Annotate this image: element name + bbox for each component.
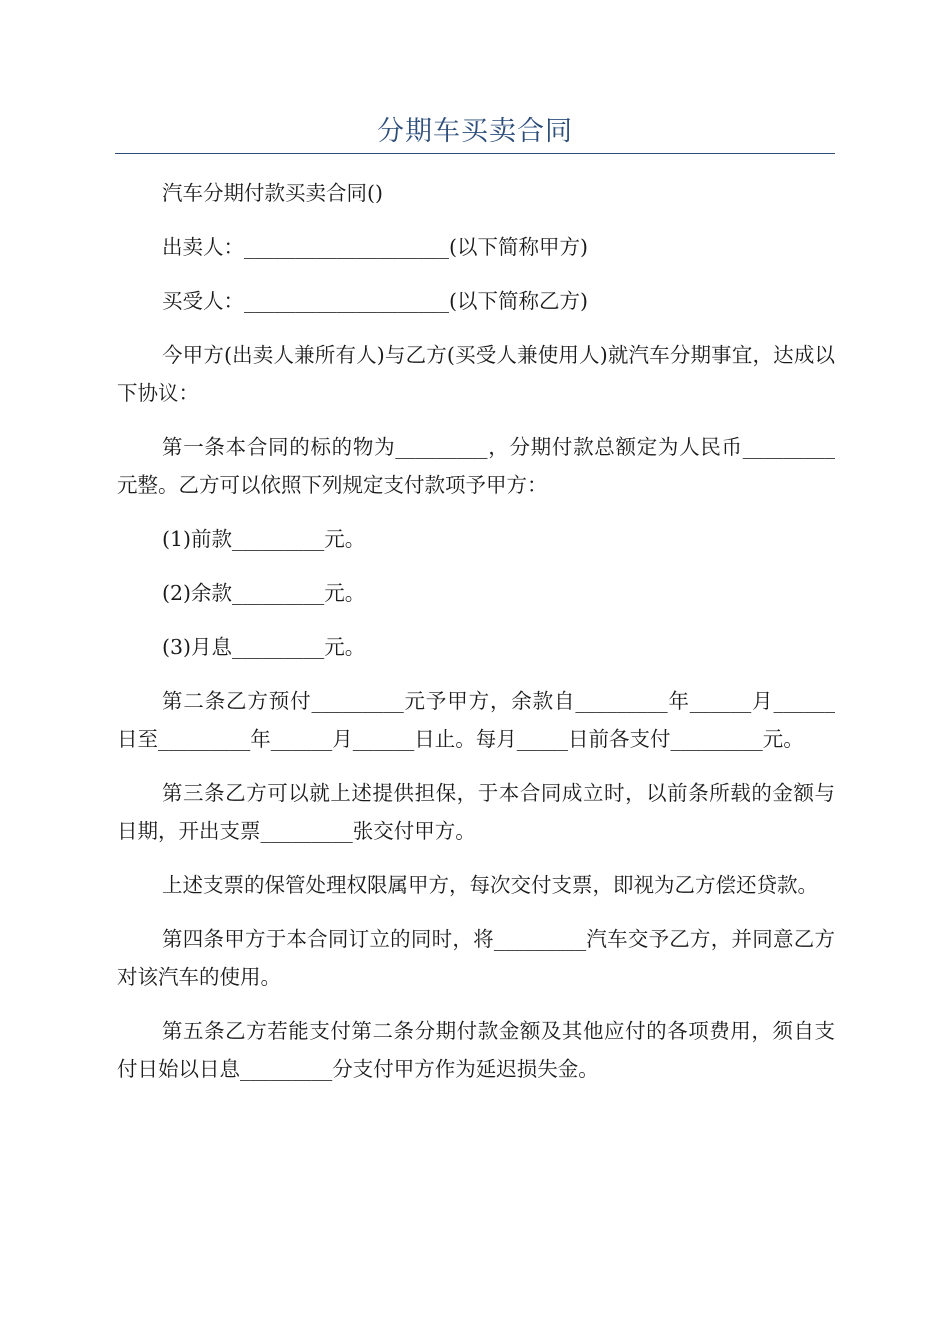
paragraph-contract-name: 汽车分期付款买卖合同() — [162, 181, 383, 205]
paragraph-item-3: (3)月息_________元。 — [162, 635, 366, 659]
paragraph-article-4: 第四条甲方于本合同订立的同时，将_________汽车交予乙方，并同意乙方对该汽车的使用。 — [117, 927, 835, 989]
paragraph-buyer: 买受人：____________________(以下简称乙方) — [162, 289, 588, 313]
document-title: 分期车买卖合同 — [377, 116, 573, 147]
paragraph-article-5: 第五条乙方若能支付第二条分期付款金额及其他应付的各项费用，须自支付日始以日息_________分支付甲方作为延迟损失金。 — [117, 1019, 835, 1081]
title-underline — [115, 153, 835, 154]
paragraph-article-1: 第一条本合同的标的物为_________，分期付款总额定为人民币_________元整。乙方可以依照下列规定支付款项予甲方： — [117, 435, 835, 497]
paragraph-cheque-custody: 上述支票的保管处理权限属甲方，每次交付支票，即视为乙方偿还贷款。 — [162, 873, 818, 897]
paragraph-seller: 出卖人：____________________(以下简称甲方) — [162, 235, 588, 259]
paragraph-article-2: 第二条乙方预付_________元予甲方，余款自_________年______月______日至_________年______月______日止。每月_____日前各支付_________元。 — [117, 689, 835, 751]
paragraph-preamble: 今甲方(出卖人兼所有人)与乙方(买受人兼使用人)就汽车分期事宜，达成以下协议： — [117, 343, 835, 405]
paragraph-item-1: (1)前款_________元。 — [162, 527, 366, 551]
paragraph-item-2: (2)余款_________元。 — [162, 581, 366, 605]
paragraph-article-3: 第三条乙方可以就上述提供担保，于本合同成立时，以前条所载的金额与日期，开出支票_________张交付甲方。 — [117, 781, 835, 843]
document-body — [117, 174, 835, 1104]
